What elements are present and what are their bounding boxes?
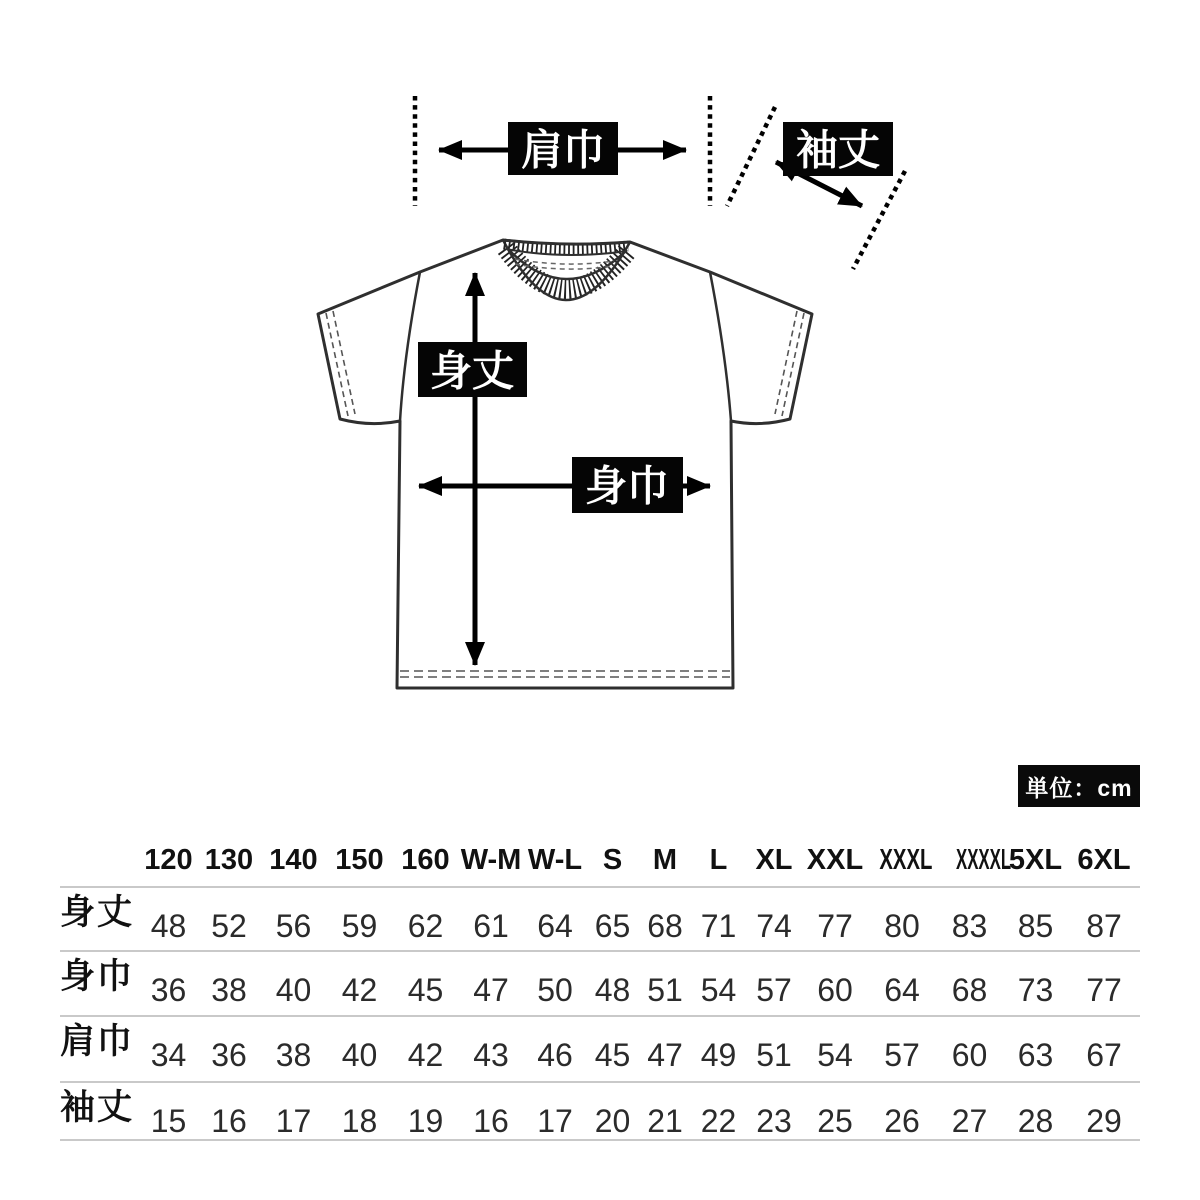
cell-value: 47 bbox=[647, 1037, 683, 1073]
column-header-5xl bbox=[1003, 836, 1068, 886]
cell-value: 80 bbox=[884, 908, 920, 944]
cell-value: 16 bbox=[473, 1103, 509, 1139]
cell-value: 74 bbox=[756, 908, 792, 944]
cell-value: 57 bbox=[884, 1037, 920, 1073]
column-header-label: L bbox=[709, 844, 728, 876]
column-header-m bbox=[639, 836, 691, 886]
cell-value: 73 bbox=[1017, 972, 1054, 1008]
cell-value: 62 bbox=[407, 908, 444, 944]
body-width-label: 身巾 bbox=[584, 462, 670, 510]
cell-value: 29 bbox=[1086, 1103, 1122, 1139]
column-header-xxxl bbox=[868, 836, 936, 886]
column-header-130 bbox=[197, 836, 261, 886]
tshirt-drawing bbox=[318, 240, 812, 688]
unit-badge: 単位：cm bbox=[1018, 765, 1140, 807]
column-header-w-l bbox=[524, 836, 586, 886]
column-header-150 bbox=[326, 836, 393, 886]
column-header-label: W-L bbox=[527, 844, 583, 876]
cell-value: 51 bbox=[647, 972, 683, 1008]
cell-value: 54 bbox=[817, 1037, 853, 1073]
cell-value: 27 bbox=[951, 1103, 988, 1139]
cell-value: 48 bbox=[594, 972, 631, 1008]
column-header-120 bbox=[140, 836, 197, 886]
cell-value: 26 bbox=[884, 1103, 920, 1139]
sleeve-length-guide-bottom bbox=[853, 171, 905, 269]
cell-value: 36 bbox=[150, 972, 187, 1008]
column-header-label: XXL bbox=[806, 844, 864, 876]
table-row bbox=[60, 1081, 1140, 1139]
cell-value: 34 bbox=[150, 1037, 187, 1073]
measurement-guides bbox=[415, 96, 905, 269]
cell-value: 50 bbox=[537, 972, 573, 1008]
cell-value: 17 bbox=[537, 1103, 573, 1139]
cell-value: 67 bbox=[1086, 1037, 1122, 1073]
cell-value: 51 bbox=[756, 1037, 792, 1073]
size-table bbox=[60, 836, 1140, 1141]
cell-value: 28 bbox=[1017, 1103, 1054, 1139]
table-body bbox=[60, 886, 1140, 1139]
cell-value: 46 bbox=[537, 1037, 573, 1073]
cell-value: 85 bbox=[1017, 908, 1054, 944]
column-header-xl bbox=[746, 836, 802, 886]
cell-value: 40 bbox=[275, 972, 312, 1008]
row-label: 袖丈 bbox=[60, 1088, 135, 1127]
column-header-label: 6XL bbox=[1077, 844, 1131, 876]
column-header-160 bbox=[393, 836, 458, 886]
cell-value: 61 bbox=[473, 908, 509, 944]
table-row bbox=[60, 950, 1140, 1015]
cell-value: 15 bbox=[150, 1103, 187, 1139]
table-row bbox=[60, 886, 1140, 950]
tshirt-outline bbox=[318, 240, 812, 688]
table-corner-cell bbox=[60, 836, 140, 886]
cell-value: 20 bbox=[594, 1103, 631, 1139]
cell-value: 43 bbox=[473, 1037, 509, 1073]
sleeve-length-guide-top bbox=[727, 107, 775, 206]
column-header-label: 140 bbox=[269, 844, 318, 876]
cell-value: 21 bbox=[647, 1103, 683, 1139]
column-header-140 bbox=[261, 836, 326, 886]
cell-value: 16 bbox=[211, 1103, 247, 1139]
column-header-6xl bbox=[1068, 836, 1140, 886]
column-header-label: W-M bbox=[460, 844, 522, 876]
cell-value: 63 bbox=[1017, 1037, 1054, 1073]
cell-value: 52 bbox=[211, 908, 247, 944]
row-label: 肩巾 bbox=[60, 1022, 135, 1061]
column-header-label: XXXXL bbox=[955, 844, 1012, 876]
cell-value: 59 bbox=[341, 908, 378, 944]
cell-value: 65 bbox=[594, 908, 631, 944]
cell-value: 38 bbox=[275, 1037, 312, 1073]
cell-value: 68 bbox=[951, 972, 988, 1008]
table-row bbox=[60, 1015, 1140, 1081]
column-header-xxxxl bbox=[936, 836, 1012, 886]
body-length-label: 身丈 bbox=[429, 347, 515, 395]
cell-value: 48 bbox=[150, 908, 187, 944]
cell-value: 25 bbox=[817, 1103, 853, 1139]
column-header-l bbox=[691, 836, 746, 886]
column-header-s bbox=[586, 836, 639, 886]
cell-value: 36 bbox=[211, 1037, 247, 1073]
column-header-label: XXXL bbox=[879, 844, 933, 876]
row-label: 身巾 bbox=[60, 957, 135, 996]
column-header-label: 120 bbox=[144, 844, 193, 876]
column-header-label: 150 bbox=[335, 844, 384, 876]
cell-value: 17 bbox=[275, 1103, 312, 1139]
cell-value: 56 bbox=[275, 908, 312, 944]
column-header-label: 130 bbox=[204, 844, 254, 876]
cell-value: 45 bbox=[407, 972, 444, 1008]
cell-value: 54 bbox=[700, 972, 737, 1008]
cell-value: 64 bbox=[537, 908, 573, 944]
cell-value: 57 bbox=[756, 972, 792, 1008]
cell-value: 18 bbox=[341, 1103, 378, 1139]
cell-value: 87 bbox=[1086, 908, 1122, 944]
cell-value: 23 bbox=[756, 1103, 792, 1139]
cell-value: 71 bbox=[700, 908, 737, 944]
cell-value: 83 bbox=[951, 908, 988, 944]
cell-value: 47 bbox=[473, 972, 509, 1008]
column-header-label: S bbox=[602, 844, 623, 876]
cell-value: 22 bbox=[700, 1103, 737, 1139]
sleeve-length-label: 袖丈 bbox=[795, 126, 881, 174]
cell-value: 49 bbox=[700, 1037, 737, 1073]
cell-value: 40 bbox=[341, 1037, 378, 1073]
column-header-label: M bbox=[652, 844, 678, 876]
table-header-row bbox=[60, 836, 1140, 886]
cell-value: 60 bbox=[817, 972, 853, 1008]
column-header-xxl bbox=[802, 836, 868, 886]
column-header-label: 160 bbox=[401, 844, 450, 876]
column-header-label: 5XL bbox=[1008, 844, 1063, 876]
cell-value: 77 bbox=[817, 908, 853, 944]
cell-value: 38 bbox=[211, 972, 247, 1008]
row-label: 身丈 bbox=[60, 893, 135, 932]
shoulder-width-label: 肩巾 bbox=[520, 126, 606, 174]
cell-value: 45 bbox=[594, 1037, 631, 1073]
cell-value: 60 bbox=[951, 1037, 988, 1073]
cell-value: 42 bbox=[341, 972, 378, 1008]
cell-value: 77 bbox=[1086, 972, 1122, 1008]
cell-value: 42 bbox=[407, 1037, 444, 1073]
column-header-w-m bbox=[458, 836, 524, 886]
cell-value: 68 bbox=[647, 908, 683, 944]
column-header-label: XL bbox=[755, 844, 793, 876]
cell-value: 19 bbox=[407, 1103, 444, 1139]
cell-value: 64 bbox=[884, 972, 920, 1008]
